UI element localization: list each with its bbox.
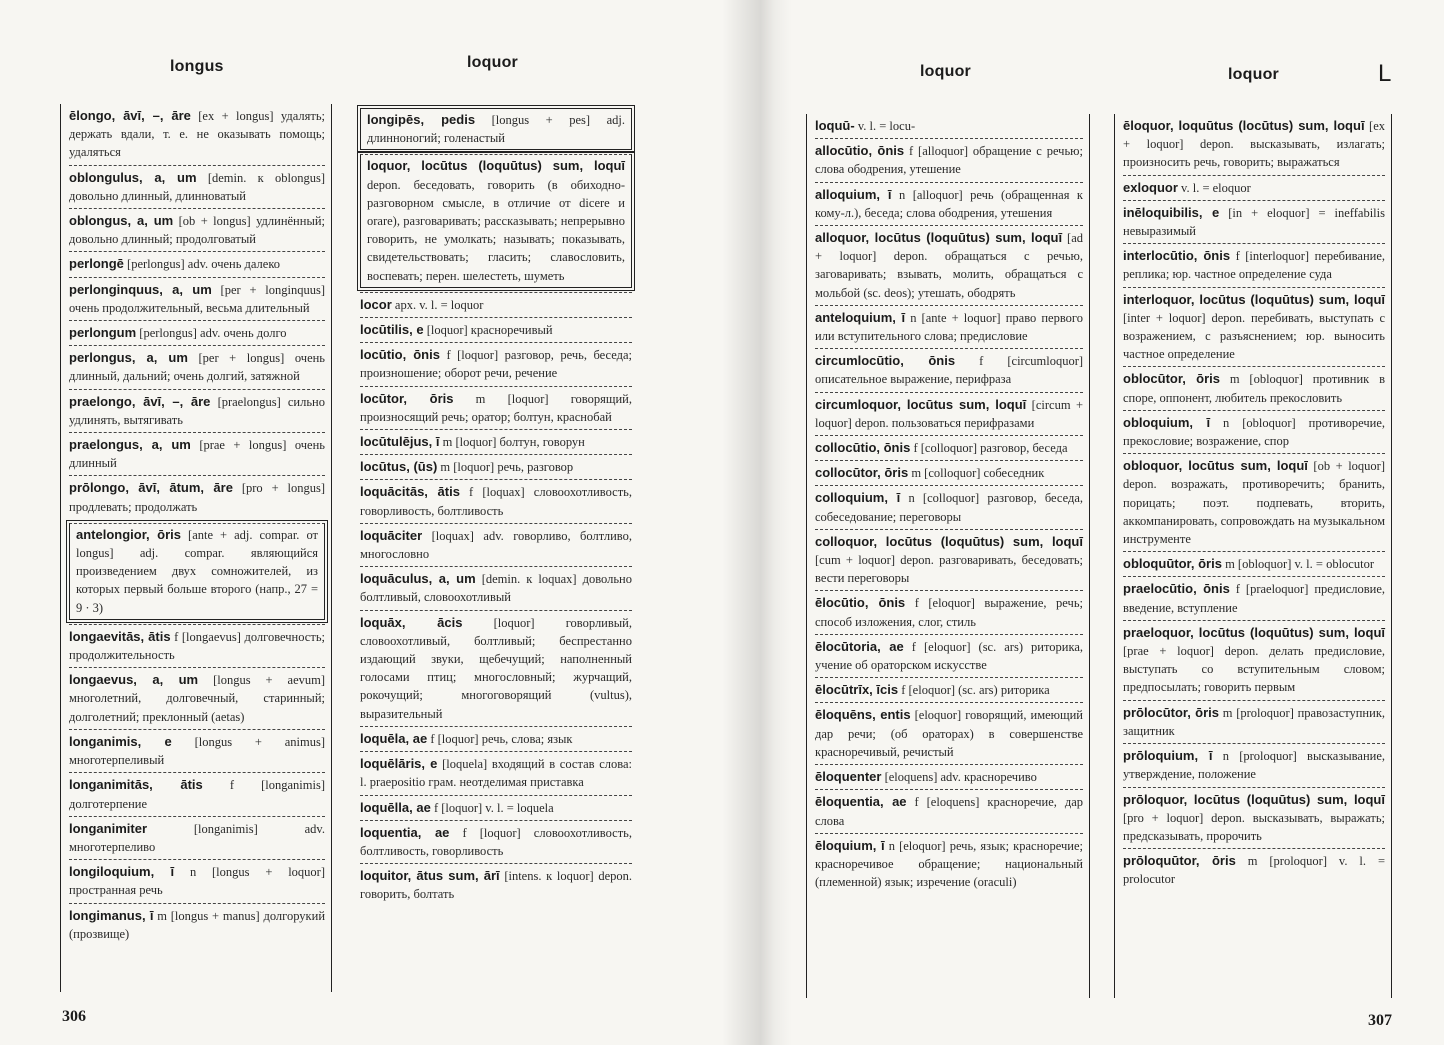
entry-definition: [demin. к loquax] довольно болтливый, словоохотливый [360, 572, 632, 605]
dictionary-entry [360, 523, 632, 566]
entry-headword: longanimis, e [69, 733, 172, 749]
entry-definition: m [obloquor] противник в споре, оппонент, любитель прекословить [1123, 372, 1385, 405]
dictionary-entry [1123, 453, 1385, 551]
entry-definition: [per + longinquus] очень продолжительный, весьма длительный [69, 282, 325, 315]
entry-definition: [ob + loquor] depon. возражать, противоречить; бранить, порицать; поэт. подпевать, вторить, аккомпанировать, сопровождать на музыкальном инструменте [1123, 459, 1385, 547]
entry-headword: praelongo, āvī, –, āre [69, 393, 211, 409]
dictionary-entry [1123, 243, 1385, 286]
entry-headword: oblongus, a, um [69, 213, 174, 229]
entry-definition: v. l. = locu- [857, 119, 916, 133]
entry-headword: perlonginquus, a, um [69, 281, 212, 297]
entry-definition: f [loquor] речь, слова; язык [430, 731, 573, 746]
entry-headword: collocūtio, ōnis [815, 440, 911, 456]
entry-definition: [perlongus] adv. очень долго [139, 326, 287, 341]
entry-headword: praelongus, a, um [69, 437, 191, 453]
dictionary-entry [69, 389, 325, 432]
entry-definition: n [longus + loquor] пространная речь [69, 865, 325, 898]
entry-headword: locor [360, 296, 392, 312]
entry-headword: perlongus, a, um [69, 350, 188, 366]
entry-definition: [demin. к oblongus] довольно длинный, длинноватый [69, 170, 326, 203]
entry-headword: longaevitās, ātis [69, 628, 171, 644]
dictionary-entry [69, 208, 325, 251]
entry-headword: loquentia, ae [360, 824, 450, 840]
entry-headword: loquitor, ātus sum, ārī [360, 868, 500, 884]
dictionary-entry [1123, 175, 1385, 200]
dictionary-entry [360, 317, 632, 342]
dictionary-entry [360, 154, 632, 287]
entry-headword: allocūtio, ōnis [815, 143, 905, 159]
dictionary-entry [815, 182, 1083, 225]
dictionary-entry [69, 432, 325, 475]
entry-definition: f [loquor] разговор, речь, беседа; произношение; оборот речи, речение [360, 348, 632, 381]
entry-definition: [circum + loquor] depon. пользоваться перифразами [815, 397, 1083, 430]
dictionary-entry [815, 225, 1083, 305]
dictionary-entry [360, 566, 632, 609]
dictionary-entry [360, 429, 632, 454]
dictionary-entry [69, 772, 325, 815]
entry-definition: m [proloquor] v. l. = prolocutor [1123, 854, 1385, 887]
entry-definition: depon. беседовать, говорить (в обиходно-разговорном смысле, в отличие от dicere и orare), разговаривать; рассказывать; непрерывно говорить, не умолкать; называть; показывать, свидетельствовать; гласить; славословить, воспевать; перен. шелестеть, шуметь [367, 177, 625, 283]
entry-headword: circumlocūtio, ōnis [815, 353, 956, 369]
entry-definition: [ad + loquor] depon. обращаться с речью, заговаривать; взывать, молить, обращаться с мольбой (sc. deos); утешать, ободрять [815, 231, 1083, 300]
running-head-right-1: loquor [920, 63, 971, 80]
page-number-left: 306 [62, 1008, 86, 1025]
entry-headword: interlocūtio, ōnis [1123, 248, 1231, 264]
dictionary-entry [1123, 620, 1385, 700]
entry-definition: [ob + longus] удлинённый; довольно длинный; продолговатый [69, 214, 325, 247]
entry-definition: m [obloquor] v. l. = oblocutor [1225, 557, 1374, 572]
entry-headword: ēlocūtrīx, īcis [815, 682, 899, 698]
dictionary-entry [1123, 287, 1385, 367]
entry-definition: [loquax] adv. говорливо, болтливо, многословно [360, 528, 632, 562]
dictionary-entry [360, 342, 632, 385]
dictionary-entry [815, 392, 1083, 435]
entry-definition: m [proloquor] правозаступник, защитник [1123, 705, 1386, 738]
entry-headword: collocūtor, ōris [815, 465, 909, 481]
entry-definition: арх. v. l. = loquor [394, 297, 484, 312]
dictionary-entry [360, 292, 632, 317]
dictionary-entry [360, 454, 632, 479]
entry-definition: f [loquor] v. l. = loquela [433, 800, 554, 815]
dictionary-entry [360, 108, 632, 150]
entry-definition: f [longaevus] долговечность; продолжительность [69, 629, 325, 663]
entry-definition: n [obloquor] противоречие, прекословие; возражение, спор [1123, 415, 1386, 449]
dictionary-entry [815, 435, 1083, 460]
dictionary-entry [815, 634, 1083, 677]
entry-headword: ēloquentia, ae [815, 794, 907, 810]
entry-definition: f [praeloquor] предисловие, введение, вступление [1123, 582, 1385, 615]
dictionary-entry [69, 320, 325, 345]
entry-headword: loquāciter [360, 527, 423, 543]
dictionary-entry [815, 677, 1083, 702]
entry-definition: [longus + pes] adj. длинноногий; голенастый [367, 113, 625, 146]
entry-headword: colloquium, ī [815, 490, 901, 506]
entry-headword: ēloquium, ī [815, 837, 885, 853]
entry-definition: [longanimis] adv. многотерпеливо [69, 821, 325, 854]
entry-headword: prōlongo, āvī, ātum, āre [69, 480, 233, 496]
dictionary-entry [69, 251, 325, 276]
dictionary-entry [360, 751, 632, 794]
entry-definition: f [longanimis] долготерпение [69, 778, 325, 811]
dictionary-entry [1123, 848, 1385, 891]
entry-definition: [perlongus] adv. очень далеко [127, 257, 281, 272]
entry-definition: f [eloquor] (sc. ars) риторика [901, 683, 1050, 698]
entry-definition: n [colloquor] разговор, беседа, собеседование; переговоры [815, 491, 1083, 524]
entry-headword: obloquor, locūtus sum, loquī [1123, 458, 1308, 474]
entry-definition: [inter + loquor] depon. перебивать, выступать с возражением, с разъяснением; юр. выносить частное определение [1123, 310, 1385, 362]
entry-headword: ēlongo, āvī, –, āre [69, 108, 191, 123]
column-2 [352, 104, 638, 992]
dictionary-entry [360, 863, 632, 906]
entry-headword: locūtulējus, ī [360, 434, 440, 450]
dictionary-entry [69, 903, 325, 946]
dictionary-entry [815, 764, 1083, 789]
entry-definition: [in + eloquor] = ineffabilis невыразимый [1123, 205, 1385, 239]
entry-definition: [cum + loquor] depon. разговаривать, беседовать; вести переговоры [815, 553, 1083, 586]
entry-headword: loquū- [815, 118, 855, 133]
entry-definition: n [eloquor] речь, язык; красноречие; красноречивое обращение; национальный (племенной) язык; изречение (oraculi) [815, 838, 1083, 890]
entry-definition: [intens. к loquor] depon. говорить, болтать [360, 869, 632, 902]
entry-headword: loquāx, ācis [360, 614, 463, 630]
dictionary-entry [1123, 787, 1385, 849]
column-4 [1114, 114, 1392, 998]
dictionary-entry [815, 590, 1083, 633]
entry-headword: perlongē [69, 256, 124, 272]
dictionary-entry [69, 729, 325, 772]
entry-headword: longipēs, pedis [367, 112, 476, 127]
entry-definition: f [loquax] словоохотливость, говорливость, болтливость [360, 485, 632, 518]
entry-definition: f [alloquor] обращение с речью; слова ободрения, утешение [815, 144, 1083, 177]
dictionary-entry [69, 667, 325, 729]
dictionary-entry [815, 702, 1083, 764]
entry-definition: v. l. = eloquor [1181, 180, 1251, 195]
entry-definition: [pro + longus] продлевать; продолжать [69, 481, 326, 514]
dictionary-entry [815, 833, 1083, 895]
entry-definition: [loquela] входящий в состав слова: l. praepositio грам. неотделимая приставка [360, 757, 632, 790]
dictionary-entry [360, 820, 632, 863]
entry-definition: n [proloquor] высказывание, утверждение, положение [1123, 749, 1386, 782]
entry-headword: colloquor, locūtus (loquūtus) sum, loquī [815, 533, 1083, 549]
entry-headword: interloquor, locūtus (loquūtus) sum, loquī [1123, 291, 1385, 307]
entry-headword: loquēlāris, e [360, 756, 438, 772]
dictionary-entry [815, 138, 1083, 181]
entry-definition: [longus + animus] многотерпеливый [69, 734, 326, 768]
entry-headword: loquāculus, a, um [360, 571, 476, 587]
dictionary-entry [360, 386, 632, 429]
entry-definition: f [circumloquor] описательное выражение, перифраза [815, 354, 1084, 387]
dictionary-entry [69, 859, 325, 902]
entry-definition: [ante + adj. compar. от longus] adj. compar. являющийся произведением двух сомножителей, из которых первый больше второго (напр., 27 = 9 · 3) [76, 527, 318, 615]
entry-headword: obloquūtor, ōris [1123, 556, 1222, 572]
dictionary-entry [360, 610, 632, 726]
entry-headword: ēloquenter [815, 769, 882, 785]
entry-headword: locūtus, (ūs) [360, 459, 438, 475]
entry-headword: inēloquibilis, e [1123, 204, 1220, 220]
entry-definition: [prae + longus] очень длинный [69, 438, 325, 471]
entry-headword: prōloquium, ī [1123, 748, 1213, 764]
dictionary-entry [815, 114, 1083, 138]
entry-definition: [loquor] говорливый, словоохотливый, болтливый; беспрестанно издающий звуки, щебечущий; наполненный голосами птиц; многословный; журчащий, рокочущий; многоговорящий (vultus), выразительный [360, 615, 632, 721]
section-letter: L [1378, 60, 1392, 87]
dictionary-entry [69, 816, 325, 859]
running-head-left-2: loquor [467, 54, 518, 71]
entry-headword: loquēlla, ae [360, 799, 431, 815]
entry-headword: alloquium, ī [815, 186, 892, 202]
dictionary-entry [69, 345, 325, 388]
entry-headword: praeloquor, locūtus (loquūtus) sum, loquī [1123, 624, 1385, 640]
dictionary-entry [815, 305, 1083, 348]
entry-headword: prōlocūtor, ōris [1123, 704, 1219, 720]
dictionary-entry [1123, 410, 1385, 453]
entry-definition: m [loquor] речь, разговор [440, 460, 574, 475]
entry-headword: loquācitās, ātis [360, 484, 460, 500]
dictionary-entry [69, 165, 325, 208]
entry-definition: f [interloquor] перебивание, реплика; юр. частное определение суда [1123, 249, 1385, 282]
entry-definition: m [loquor] болтун, говорун [442, 435, 585, 450]
entry-headword: prōloquūtor, ōris [1123, 853, 1236, 869]
running-head-left-1: longus [170, 58, 224, 75]
entry-headword: longimanus, ī [69, 907, 154, 923]
entry-headword: ēlocūtoria, ae [815, 638, 904, 654]
entry-headword: alloquor, locūtus (loquūtus) sum, loquī [815, 230, 1063, 246]
column-3 [806, 114, 1090, 998]
dictionary-entry [815, 789, 1083, 832]
entry-definition: f [colloquor] разговор, беседа [913, 441, 1068, 456]
dictionary-entry [1123, 366, 1385, 409]
entry-headword: locūtor, ōris [360, 390, 454, 406]
entry-headword: longanimitās, ātis [69, 777, 203, 793]
entry-headword: loquor, locūtus (loquūtus) sum, loquī [367, 158, 625, 174]
dictionary-entry [360, 479, 632, 522]
entry-definition: [ex + longus] удалять; держать вдали, т. е. не оказывать помощь; удаляться [69, 109, 325, 160]
entry-definition: [praelongus] сильно удлинять, вытягивать [69, 394, 325, 427]
entry-definition: f [eloquens] красноречие, дар слова [815, 795, 1083, 828]
dictionary-entry [1123, 551, 1385, 576]
dictionary-entry [360, 726, 632, 751]
entry-definition: n [ante + loquor] право первого или вступительного слова; предисловие [815, 310, 1083, 344]
dictionary-entry [1123, 743, 1385, 786]
entry-headword: ēloquēns, entis [815, 707, 911, 723]
dictionary-entry [1123, 200, 1385, 243]
entry-headword: oblongulus, a, um [69, 169, 197, 185]
entry-headword: anteloquium, ī [815, 309, 906, 325]
column-1 [60, 104, 332, 992]
dictionary-entry [360, 795, 632, 820]
entry-headword: obloquium, ī [1123, 414, 1211, 430]
entry-headword: longiloquium, ī [69, 864, 175, 880]
running-head-right-2: loquor [1228, 66, 1279, 83]
dictionary-entry [69, 624, 325, 667]
entry-headword: ēloquor, loquūtus (locūtus) sum, loquī [1123, 118, 1365, 133]
dictionary-entry [1123, 700, 1385, 743]
entry-definition: [pro + loquor] depon. высказывать, выражать; предсказывать, пророчить [1123, 810, 1385, 843]
dictionary-entry [1123, 576, 1385, 619]
dictionary-entry [815, 348, 1083, 391]
dictionary-entry [69, 475, 325, 518]
entry-definition: f [eloquor] (sc. ars) риторика, учение об ораторском искусстве [815, 639, 1084, 673]
entry-headword: exloquor [1123, 179, 1178, 195]
entry-definition: [longus + aevum] многолетний, долговечный, старинный; долголетний; преклонный (aetas) [69, 673, 326, 724]
entry-headword: ēlocūtio, ōnis [815, 595, 906, 611]
entry-headword: antelongior, ōris [76, 526, 182, 542]
entry-definition: [loquor] красноречивый [426, 323, 553, 338]
entry-headword: locūtilis, e [360, 322, 424, 338]
entry-definition: m [loquor] говорящий, произносящий речь; оратор; болтун, краснобай [360, 391, 632, 424]
entry-definition: m [colloquor] собеседник [911, 466, 1045, 481]
entry-definition: [ex + loquor] depon. высказывать, излагать; произносить речь, говорить; выражаться [1123, 119, 1386, 170]
dictionary-entry [815, 529, 1083, 591]
dictionary-entry [815, 485, 1083, 528]
entry-definition: [eloquens] adv. красноречиво [884, 770, 1037, 785]
entry-headword: longanimiter [69, 820, 148, 836]
entry-headword: circumloquor, locūtus sum, loquī [815, 396, 1027, 412]
dictionary-entry [69, 104, 325, 165]
entry-headword: loquēla, ae [360, 730, 428, 746]
entry-headword: perlongum [69, 325, 137, 341]
page-number-right: 307 [1368, 1012, 1392, 1029]
dictionary-entry [815, 460, 1083, 485]
entry-definition: n [alloquor] речь (обращенная к кому-л.), беседа; слова ободрения, утешения [815, 187, 1083, 220]
entry-definition: f [eloquor] выражение, речь; способ изложения, слог, стиль [815, 596, 1083, 629]
entry-definition: [per + longus] очень длинный, дальний; очень долгий, затяжной [69, 351, 326, 384]
dictionary-entry [1123, 114, 1385, 175]
entry-headword: praelocūtio, ōnis [1123, 581, 1230, 597]
entry-headword: longaevus, a, um [69, 672, 199, 688]
entry-headword: locūtio, ōnis [360, 347, 440, 363]
dictionary-entry [69, 277, 325, 320]
entry-definition: [eloquor] говорящий, имеющий дар речи; (об ораторах) в совершенстве красноречивый, речистый [815, 708, 1083, 759]
entry-definition: [prae + loquor] depon. делать предисловие, выступать со вступительным словом; предпосылать; говорить первым [1123, 644, 1385, 695]
book-spine-shadow [722, 0, 792, 1045]
dictionary-entry [69, 523, 325, 620]
entry-headword: oblocūtor, ōris [1123, 371, 1220, 387]
entry-headword: prōloquor, locūtus (loquūtus) sum, loquī [1123, 791, 1385, 807]
entry-definition: f [loquor] словоохотливость, болтливость, говорливость [360, 825, 632, 858]
entry-definition: m [longus + manus] долгорукий (прозвище) [69, 908, 326, 941]
